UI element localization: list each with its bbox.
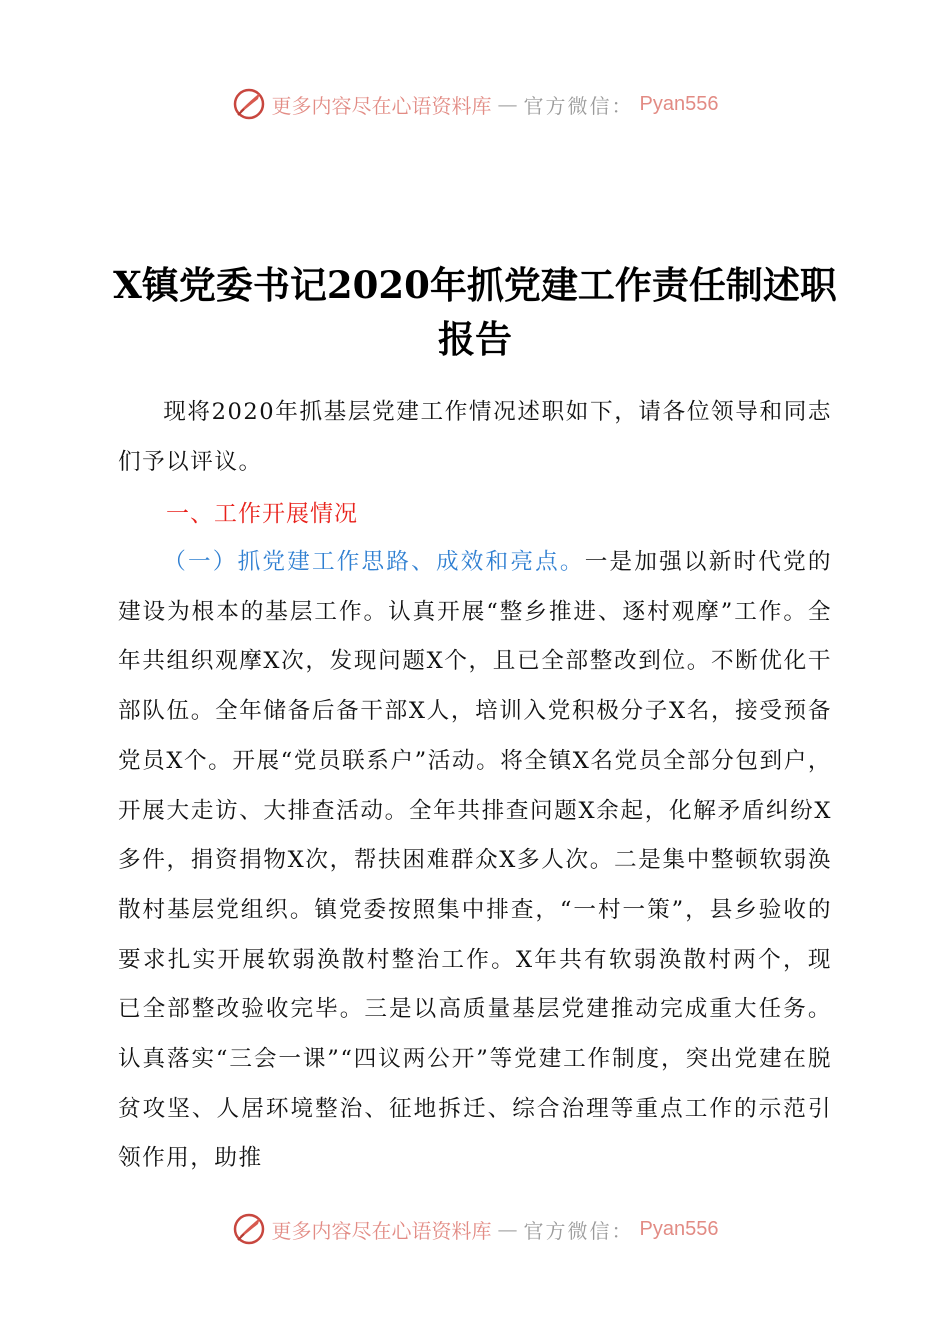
quill-logo-icon [232, 1212, 266, 1246]
watermark-wechat-label: 官方微信： [523, 93, 634, 118]
intro-text: 现将2020年抓基层党建工作情况述职如下，请各位领导和同志们予以评议。 [118, 399, 832, 475]
watermark-wechat-label: 官方微信： [523, 1218, 634, 1243]
section-body [118, 538, 832, 1184]
watermark-brand: 更多内容尽在心语资料库 [271, 1218, 492, 1243]
document-title: X镇党委书记2020年抓党建工作责任制述职报告 [113, 263, 837, 361]
section-heading: 一、工作开展情况 [166, 501, 358, 527]
subsection-paragraph [118, 538, 832, 1184]
header-watermark [0, 80, 950, 128]
subsection-heading: （一）抓党建工作思路、成效和亮点。 [163, 549, 585, 575]
watermark-wechat-id: Pyan556 [639, 92, 719, 115]
quill-logo-icon [232, 87, 266, 121]
intro-paragraph [118, 388, 832, 487]
watermark-dash: — [497, 1217, 518, 1241]
watermark-dash: — [497, 92, 518, 116]
watermark-wechat-id: Pyan556 [639, 1217, 719, 1240]
subsection-body: 一是加强以新时代党的建设为根本的基层工作。认真开展“整乡推进、逐村观摩”工作。全年共组织观摩X次，发现问题X个，且已全部整改到位。不断优化干部队伍。全年储备后备干部X人，培训入党积极分子X名，接受预备党员X个。开展“党员联系户”活动。将全镇X名党员全部分包到户，开展大走访、大排查活动。全年共排查问题X余起，化解矛盾纠纷X多件，捐资捐物X次，帮扶困难群众X多人次。二是集中整顿软弱涣散村基层党组织。镇党委按照集中排查，“一村一策”，县乡验收的要求扎实开展软弱涣散村整治工作。X年共有软弱涣散村两个，现已全部整改验收完毕。三是以高质量基层党建推动完成重大任务。认真落实“三会一课”“四议两公开”等党建工作制度，突出党建在脱贫攻坚、人居环境整治、征地拆迁、综合治理等重点工作的示范引领作用，助推 [118, 549, 832, 1172]
footer-watermark [0, 1205, 950, 1253]
watermark-brand: 更多内容尽在心语资料库 [271, 93, 492, 118]
